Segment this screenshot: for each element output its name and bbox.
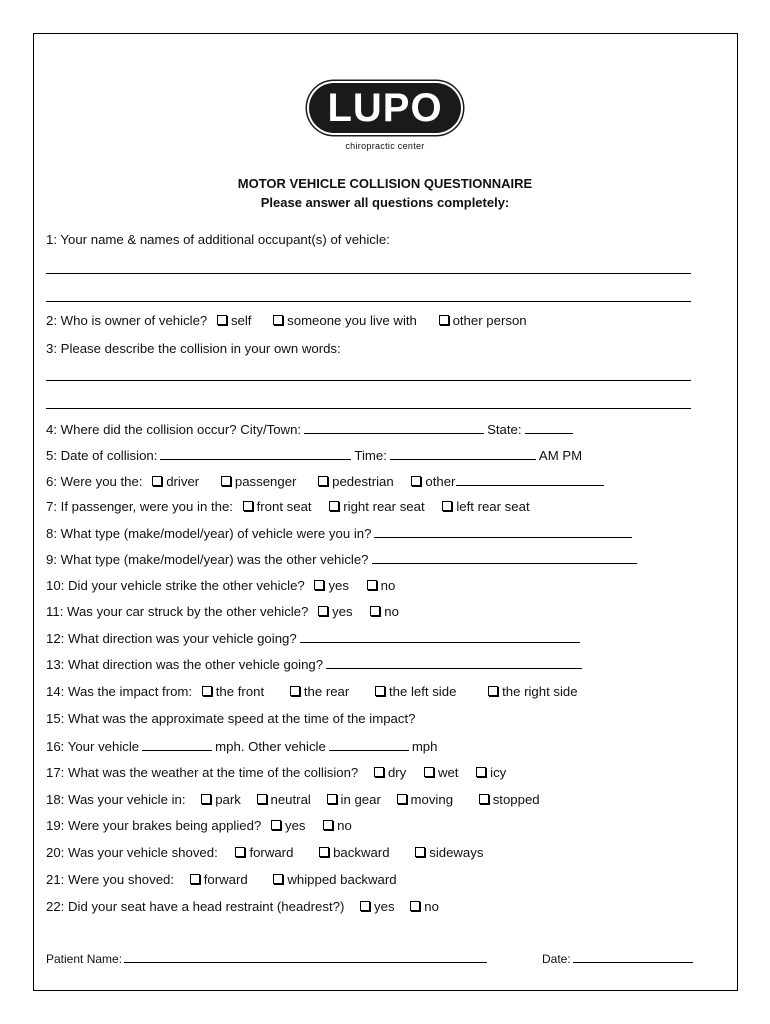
- date-of-collision-field[interactable]: [160, 447, 351, 460]
- form-subtitle: Please answer all questions completely:: [260, 195, 510, 210]
- state-field[interactable]: [525, 421, 573, 434]
- option-left-rear-seat[interactable]: left rear seat: [442, 499, 529, 515]
- checkbox-icon[interactable]: [271, 820, 281, 830]
- question-10: [46, 578, 395, 594]
- option-moving[interactable]: moving: [397, 792, 454, 808]
- form-title: MOTOR VEHICLE COLLISION QUESTIONNAIRE: [237, 176, 533, 191]
- question-9: [46, 551, 640, 568]
- state-label: State:: [487, 422, 522, 437]
- time-field[interactable]: [390, 447, 536, 460]
- question-21-label: 21: Were you shoved:: [46, 872, 175, 887]
- checkbox-icon[interactable]: [415, 847, 425, 857]
- option-yes[interactable]: yes: [314, 578, 349, 594]
- question-21: [46, 872, 397, 888]
- option-someone-you-live-with[interactable]: someone you live with: [273, 313, 417, 329]
- option-stopped[interactable]: stopped: [479, 792, 540, 808]
- checkbox-icon[interactable]: [424, 767, 434, 777]
- date-row: [542, 950, 696, 967]
- option-icy[interactable]: icy: [476, 765, 506, 781]
- patient-name-row: [46, 950, 490, 967]
- checkbox-icon[interactable]: [329, 501, 339, 511]
- checkbox-icon[interactable]: [442, 501, 452, 511]
- checkbox-icon[interactable]: [367, 580, 377, 590]
- question-8: [46, 525, 635, 542]
- question-1: [46, 232, 390, 248]
- question-14: [46, 684, 578, 700]
- checkbox-icon[interactable]: [375, 686, 385, 696]
- option-yes[interactable]: yes: [318, 604, 353, 620]
- question-17-label: 17: What was the weather at the time of the collision?: [46, 765, 359, 780]
- checkbox-icon[interactable]: [152, 476, 162, 486]
- question-22: [46, 899, 439, 915]
- question-11-label: 11: Was your car struck by the other vehicle?: [46, 604, 309, 619]
- checkbox-icon[interactable]: [314, 580, 324, 590]
- checkbox-icon[interactable]: [190, 874, 200, 884]
- question-12: [46, 630, 583, 647]
- option-other[interactable]: other: [411, 474, 455, 490]
- patient-name-field[interactable]: [124, 950, 487, 963]
- checkbox-icon[interactable]: [318, 606, 328, 616]
- option-pedestrian[interactable]: pedestrian: [318, 474, 394, 490]
- checkbox-icon[interactable]: [374, 767, 384, 777]
- question-16: [46, 738, 437, 755]
- question-20: [46, 845, 483, 861]
- checkbox-icon[interactable]: [217, 315, 227, 325]
- option-backward[interactable]: backward: [319, 845, 389, 861]
- question-1-label: 1: Your name & names of additional occupant(s) of vehicle:: [46, 232, 390, 247]
- option-the-front[interactable]: the front: [202, 684, 264, 700]
- option-no[interactable]: no: [410, 899, 439, 915]
- question-12-label: 12: What direction was your vehicle going?: [46, 631, 297, 646]
- your-speed-field[interactable]: [142, 738, 212, 751]
- checkbox-icon[interactable]: [290, 686, 300, 696]
- answer-line-1b[interactable]: [46, 301, 691, 302]
- checkbox-icon[interactable]: [327, 794, 337, 804]
- checkbox-icon[interactable]: [410, 901, 420, 911]
- question-6: [46, 473, 607, 490]
- question-13: [46, 656, 585, 673]
- time-label: Time:: [354, 448, 387, 463]
- option-forward[interactable]: forward: [235, 845, 293, 861]
- answer-line-3b[interactable]: [46, 408, 691, 409]
- question-17: [46, 765, 506, 781]
- answer-line-1a[interactable]: [46, 273, 691, 274]
- question-7: [46, 499, 530, 515]
- question-5: [46, 447, 582, 464]
- date-field[interactable]: [573, 950, 693, 963]
- question-6-label: 6: Were you the:: [46, 474, 143, 489]
- am-pm-label: AM PM: [538, 448, 583, 463]
- question-2-label: 2: Who is owner of vehicle?: [46, 313, 208, 328]
- option-no[interactable]: no: [323, 818, 352, 834]
- question-19: [46, 818, 352, 834]
- question-9-label: 9: What type (make/model/year) was the other vehicle?: [46, 552, 369, 567]
- checkbox-icon[interactable]: [323, 820, 333, 830]
- question-3: [46, 341, 341, 357]
- option-front-seat[interactable]: front seat: [243, 499, 312, 515]
- option-passenger[interactable]: passenger: [221, 474, 297, 490]
- option-the-rear[interactable]: the rear: [290, 684, 349, 700]
- question-20-label: 20: Was your vehicle shoved:: [46, 845, 218, 860]
- question-8-label: 8: What type (make/model/year) of vehicle were you in?: [46, 526, 372, 541]
- checkbox-icon[interactable]: [488, 686, 498, 696]
- mph-label: mph: [411, 739, 438, 754]
- question-4-label: 4: Where did the collision occur? City/Town:: [46, 422, 302, 437]
- option-park[interactable]: park: [201, 792, 241, 808]
- other-direction-field[interactable]: [326, 656, 582, 669]
- option-the-left-side[interactable]: the left side: [375, 684, 456, 700]
- vehicle-type-field[interactable]: [374, 525, 632, 538]
- logo-tagline: chiropractic center: [345, 141, 425, 151]
- your-direction-field[interactable]: [300, 630, 580, 643]
- city-town-field[interactable]: [304, 421, 484, 434]
- checkbox-icon[interactable]: [235, 847, 245, 857]
- checkbox-icon[interactable]: [243, 501, 253, 511]
- checkbox-icon[interactable]: [360, 901, 370, 911]
- checkbox-icon[interactable]: [370, 606, 380, 616]
- other-field[interactable]: [456, 473, 604, 486]
- checkbox-icon[interactable]: [221, 476, 231, 486]
- question-18-label: 18: Was your vehicle in:: [46, 792, 186, 807]
- checkbox-icon[interactable]: [319, 847, 329, 857]
- date-label: Date:: [542, 952, 571, 966]
- question-15-label: 15: What was the approximate speed at the time of the impact?: [46, 711, 416, 726]
- option-yes[interactable]: yes: [360, 899, 395, 915]
- option-dry[interactable]: dry: [374, 765, 406, 781]
- checkbox-icon[interactable]: [201, 794, 211, 804]
- patient-name-label: Patient Name:: [46, 952, 123, 966]
- option-driver[interactable]: driver: [152, 474, 199, 490]
- question-19-label: 19: Were your brakes being applied?: [46, 818, 262, 833]
- option-right-rear-seat[interactable]: right rear seat: [329, 499, 424, 515]
- other-speed-field[interactable]: [329, 738, 409, 751]
- option-neutral[interactable]: neutral: [257, 792, 311, 808]
- option-no[interactable]: no: [367, 578, 396, 594]
- checkbox-icon[interactable]: [202, 686, 212, 696]
- question-22-label: 22: Did your seat have a head restraint (headrest?): [46, 899, 345, 914]
- checkbox-icon[interactable]: [439, 315, 449, 325]
- checkbox-icon[interactable]: [397, 794, 407, 804]
- question-3-label: 3: Please describe the collision in your own words:: [46, 341, 341, 356]
- question-18: [46, 792, 540, 808]
- question-10-label: 10: Did your vehicle strike the other vehicle?: [46, 578, 305, 593]
- mph-other-vehicle-label: mph. Other vehicle: [215, 739, 326, 754]
- question-14-label: 14: Was the impact from:: [46, 684, 193, 699]
- question-16-label: 16: Your vehicle: [46, 739, 140, 754]
- option-no[interactable]: no: [370, 604, 399, 620]
- option-other-person[interactable]: other person: [439, 313, 527, 329]
- question-4: [46, 421, 576, 438]
- answer-line-3a[interactable]: [46, 380, 691, 381]
- option-whipped-backward[interactable]: whipped backward: [273, 872, 396, 888]
- question-15: [46, 711, 415, 727]
- question-5-label: 5: Date of collision:: [46, 448, 158, 463]
- option-forward[interactable]: forward: [190, 872, 248, 888]
- checkbox-icon[interactable]: [257, 794, 267, 804]
- logo-wordmark: LUPO: [309, 83, 460, 133]
- option-self[interactable]: self: [217, 313, 252, 329]
- option-in-gear[interactable]: in gear: [327, 792, 381, 808]
- option-the-right-side[interactable]: the right side: [488, 684, 578, 700]
- checkbox-icon[interactable]: [318, 476, 328, 486]
- other-vehicle-type-field[interactable]: [372, 551, 637, 564]
- question-13-label: 13: What direction was the other vehicle going?: [46, 657, 324, 672]
- checkbox-icon[interactable]: [273, 874, 283, 884]
- question-2: [46, 313, 527, 329]
- option-wet[interactable]: wet: [424, 765, 459, 781]
- question-7-label: 7: If passenger, were you in the:: [46, 499, 233, 514]
- checkbox-icon[interactable]: [476, 767, 486, 777]
- logo: [0, 83, 770, 133]
- checkbox-icon[interactable]: [479, 794, 489, 804]
- checkbox-icon[interactable]: [411, 476, 421, 486]
- question-11: [46, 604, 399, 620]
- option-sideways[interactable]: sideways: [415, 845, 483, 861]
- checkbox-icon[interactable]: [273, 315, 283, 325]
- option-yes[interactable]: yes: [271, 818, 306, 834]
